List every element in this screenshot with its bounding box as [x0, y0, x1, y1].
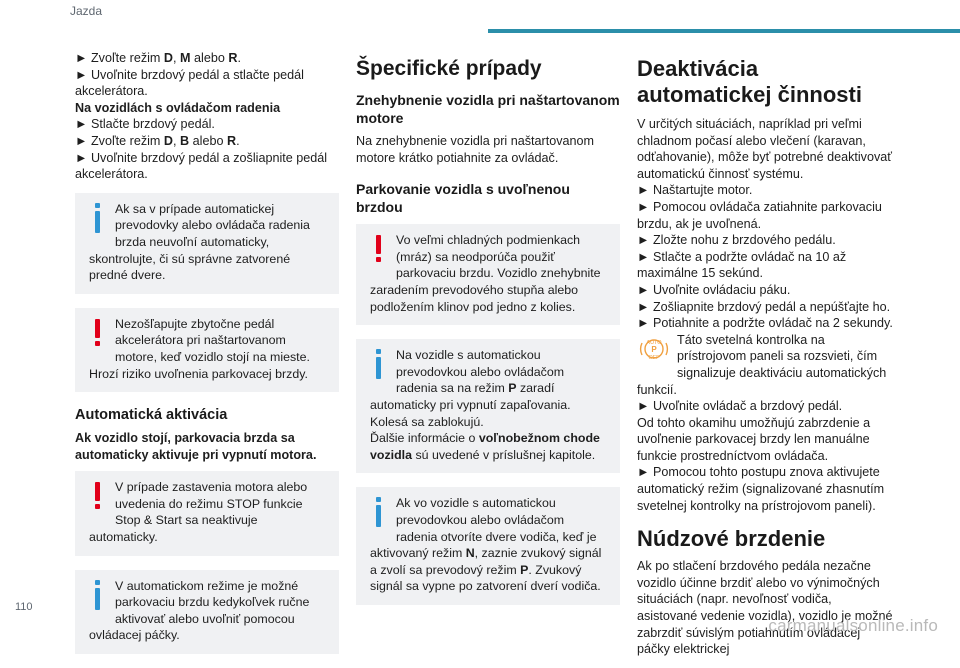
paragraph: Ak po stlačení brzdového pedála nezačne vozidlo účinne brzdiť alebo vo výnimočných situáciách (napr. nevoľnosť vodiča, asistované vedenie vozidla), vozidlo je možné zabrzdiť súvislým potiahnutím ovládacej páčky elektrickej: [637, 559, 893, 657]
section-heading: Znehybnenie vozidla pri naštartovanom motore: [356, 92, 620, 126]
step-text: ► Uvoľnite ovládaciu páku.: [637, 282, 791, 297]
auto-icon-top-label: AUTO: [646, 339, 662, 346]
info-icon: [89, 578, 107, 612]
step-text: ► Uvoľnite brzdový pedál a zošliapnite pedál akcelerátora.: [75, 150, 328, 182]
step-text: ► Stlačte a podržte ovládač na 10 až maximálne 15 sekúnd.: [637, 249, 847, 281]
step-text: ► Zošliapnite brzdový pedál a nepúšťajte ho.: [637, 299, 891, 314]
info-text: V automatickom režime je možné parkovaciu brzdu kedykoľvek ručne aktivovať alebo uvoľniť pomocou ovládacej páčky.: [89, 578, 310, 643]
info-icon: [370, 495, 388, 529]
header-accent-bar: [488, 29, 960, 33]
info-box: [75, 193, 339, 294]
info-icon: [89, 201, 107, 235]
section-subheading: Ak vozidlo stojí, parkovacia brzda sa automaticky aktivuje pri vypnutí motora.: [75, 431, 317, 462]
paragraph: V určitých situáciách, napríklad pri veľmi chladnom počasí alebo vlečení (karavan, odťahovanie), môže byť potrebné deaktivovať automatickú činnosť systému.: [637, 117, 893, 181]
subheading: Na vozidlách s ovládačom radenia: [75, 100, 281, 115]
step-text: ► Zvoľte režim D, B alebo R.: [75, 133, 240, 148]
step-text: ► Pomocou ovládača zatiahnite parkovaciu brzdu, ak je uvoľnená.: [637, 199, 882, 231]
info-box: [356, 487, 620, 605]
section-heading: Parkovanie vozidla s uvoľnenou brzdou: [356, 181, 570, 216]
info-text: Ak vo vozidle s automatickou prevodovkou alebo ovládačom radenia otvoríte dvere vodiča, keď je aktivovaný režim N, zaznie zvukový signál a zvolí sa prevodový režim P. Zvukový signál sa vypne po zatvorení dverí vodiča.: [370, 496, 602, 594]
section-title: Jazda: [70, 4, 103, 18]
warning-icon: [89, 316, 107, 350]
step-text: ► Uvoľnite ovládač a brzdový pedál.: [637, 399, 843, 414]
step-text: ► Uvoľnite brzdový pedál a stlačte pedál akcelerátora.: [75, 67, 304, 99]
warning-box: [356, 224, 620, 325]
paragraph: Od tohto okamihu umožňujú zabrzdenie a uvoľnenie parkovacej brzdy len manuálne funkcie prostredníctvom ovládača.: [637, 415, 871, 463]
step-text: ► Zvoľte režim D, M alebo R.: [75, 51, 241, 65]
warning-text: Vo veľmi chladných podmienkach (mráz) sa neodporúča použiť parkovaciu brzdu. Vozidlo znehybnite zaradením prevodového stupňa alebo podložením klinov pod jedno z kolies.: [370, 233, 601, 314]
info-text: Ak sa v prípade automatickej prevodovky alebo ovládača radenia brzda neuvoľní automaticky, skontrolujte, či sú správne zatvorené predné dvere.: [89, 201, 310, 283]
page-heading: Špecifické prípady: [356, 57, 542, 80]
page-number: 110: [15, 601, 33, 613]
step-text: ► Pomocou tohto postupu znova aktivujete automatický režim (signalizované zhasnutím svetelnej kontrolky na prístrojovom paneli).: [637, 465, 885, 513]
info-icon: [370, 347, 388, 381]
svg-text:P: P: [651, 344, 657, 354]
warning-text: V prípade zastavenia motora alebo uvedenia do režimu STOP funkcie Stop & Start sa neaktivuje automaticky.: [89, 480, 308, 545]
info-box: [356, 339, 620, 473]
column-middle: [356, 56, 620, 619]
paragraph: Na znehybnenie vozidla pri naštartovanom motore krátko potiahnite za ovládač.: [356, 134, 595, 165]
warning-box: [75, 308, 339, 392]
auto-icon-bottom-label: OFF: [648, 354, 660, 361]
info-text: Ďalšie informácie o voľnobežnom chode vozidla sú uvedené v príslušnej kapitole.: [370, 431, 600, 462]
column-left: [75, 50, 339, 668]
section-heading: Automatická aktivácia: [75, 407, 228, 424]
column-right: [637, 56, 895, 658]
step-text: ► Stlačte brzdový pedál.: [75, 117, 215, 132]
warning-icon: [370, 232, 388, 266]
page-heading: Núdzové brzdenie: [637, 526, 826, 552]
lamp-text: Táto svetelná kontrolka na prístrojovom paneli sa rozsvieti, čím signalizuje deaktiváciu automatických funkcií.: [637, 332, 887, 397]
step-text: ► Zložte nohu z brzdového pedálu.: [637, 233, 836, 248]
watermark: carmanualsonline.info: [768, 616, 938, 635]
auto-off-icon: [637, 332, 671, 366]
step-text: ► Naštartujte motor.: [637, 183, 753, 198]
warning-box: [75, 471, 339, 555]
page-heading: Deaktivácia automatickej činnosti: [637, 56, 862, 107]
info-text: Na vozidle s automatickou prevodovkou alebo ovládačom radenia sa na režim P zaradí automaticky pri vypnutí zapaľovania. Kolesá sa zablokujú.: [370, 348, 571, 429]
warning-text: Nezošľapujte zbytočne pedál akcelerátora pri naštartovanom motore, keď vozidlo stojí na mieste. Hrozí riziko uvoľnenia parkovacej brzdy.: [89, 316, 310, 381]
info-box: [75, 570, 339, 654]
step-text: ► Potiahnite a podržte ovládač na 2 sekundy.: [637, 316, 893, 331]
warning-icon: [89, 479, 107, 513]
lamp-paragraph: [637, 332, 895, 398]
